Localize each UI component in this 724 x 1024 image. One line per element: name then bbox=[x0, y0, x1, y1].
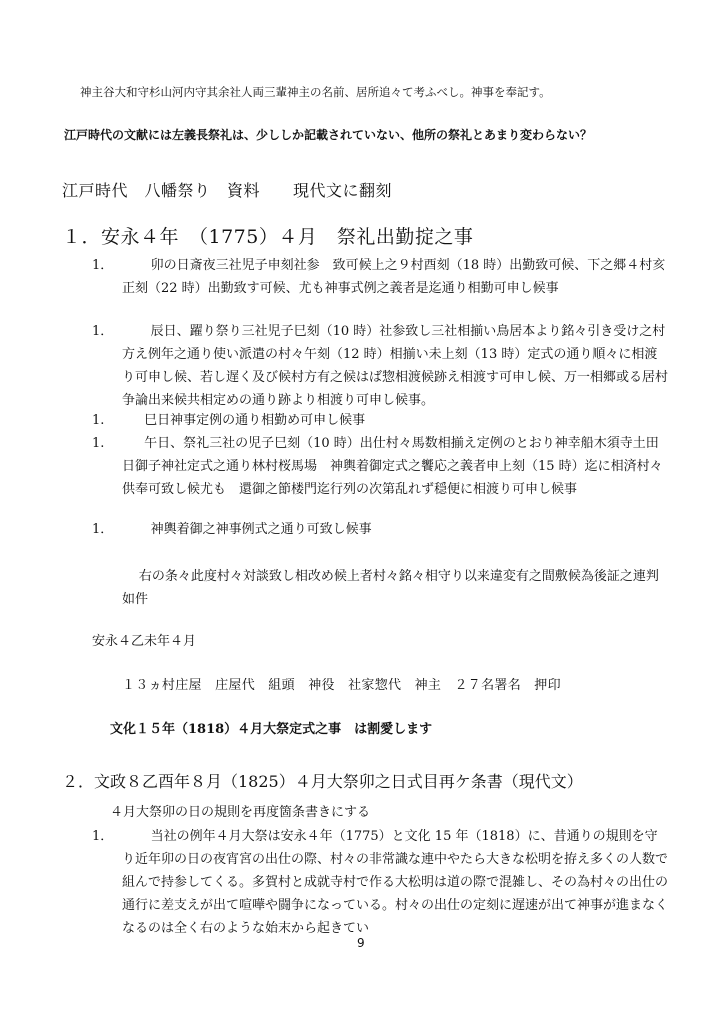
article-number: 1． bbox=[92, 522, 114, 537]
page-number: 9 bbox=[357, 936, 365, 950]
note-line: 江戸時代の文献には左義長祭礼は、少ししか記載されていない、他所の祭礼とあまり変わらない？ bbox=[64, 128, 593, 142]
intro-line: 神主谷大和守杉山河内守其余社人両三輩神主の名前、居所追々て考ふべし。神事を奉記す。 bbox=[80, 85, 551, 99]
article-text: 当社の例年４月大祭は安永４年（1775）と文化 15 年（1818）に、昔通りの規則を守り近年卯の日の夜宵宮の出仕の際、村々の非常識な連中やたら大きな松明を拵え多くの人数で組んで持参してくる。多賀村と成就寺村で作る大松明は道の際で混雑し、その為村々の出仕の通行に差支えが出て喧嘩や闘争になっている。村々の出仕の定刻に遅速が出て神事が進まなくなるのは全く右のような始末から起きてい bbox=[122, 829, 669, 936]
article-text: 午日、祭礼三社の児子巳刻（10 時）出仕村々馬数相揃え定例のとおり神幸船木須寺土田日御子神社定式之通り林村桜馬場 神輿着御定式之饗応之義者申上刻（15 時）迄に相済村々 供奉可致し候尤も 還御之節楼門迄行列の次第乱れず穏便に相渡り可申し候事 bbox=[122, 436, 676, 497]
article-number: 1. bbox=[92, 436, 105, 451]
heading-2: ２．文政８乙酉年８月（1825）４月大祭卯之日式目再ケ条書（現代文） bbox=[62, 772, 583, 791]
article-number: 1． bbox=[92, 829, 114, 844]
article-text: 神輿着御之神事例式之通り可致し候事 bbox=[150, 522, 372, 537]
heading-1: １．安永４年 （1775）４月 祭礼出勤掟之事 bbox=[62, 226, 474, 248]
article-text: 辰日、躍り祭り三社児子巳刻（10 時）社参致し三社相揃い鳥居本より銘々引き受け之村方え例年之通り使い派遣の村々午刻（12 時）相揃い未上刻（13 時）定式の通り順々に相渡り可申し候、若し遅く及び候村方有之候はば惣相渡候跡え相渡す可申し候、万一相郷或る居村争論出来候共相定めの通り跡より相渡り可申し候事。 bbox=[122, 324, 669, 408]
article-number: 1. bbox=[92, 413, 105, 428]
article-text: 巳日神事定例の通り相勤め可申し候事 bbox=[144, 413, 366, 428]
conclusion-paragraph: 右の条々此度村々対談致し相改め候上者村々銘々相守り以来違変有之間敷候為後証之連判如件 bbox=[122, 569, 659, 607]
section-title: 江戸時代 八幡祭り 資料 現代文に翻刻 bbox=[62, 181, 393, 200]
signers-line: １３ヵ村庄屋 庄屋代 組頭 神役 社家惣代 神主 ２７名署名 押印 bbox=[122, 678, 561, 693]
document-date: 安永４乙未年４月 bbox=[92, 634, 197, 649]
omitted-note: 文化１５年（1818）４月大祭定式之事 は割愛します bbox=[110, 722, 433, 737]
article-number: 1． bbox=[92, 258, 114, 273]
article-number: 1． bbox=[92, 324, 114, 339]
article-text: 卯の日斎夜三社児子申刻社参 致可候上之９村酉刻（18 時）出勤致可候、下之郷４村亥正刻（22 時）出勤致す可候、尤も神事式例之義者是迄通り相勤可申し候事 bbox=[122, 258, 666, 296]
heading-2-subtitle: ４月大祭卯の日の規則を再度箇条書きにする bbox=[110, 805, 371, 820]
